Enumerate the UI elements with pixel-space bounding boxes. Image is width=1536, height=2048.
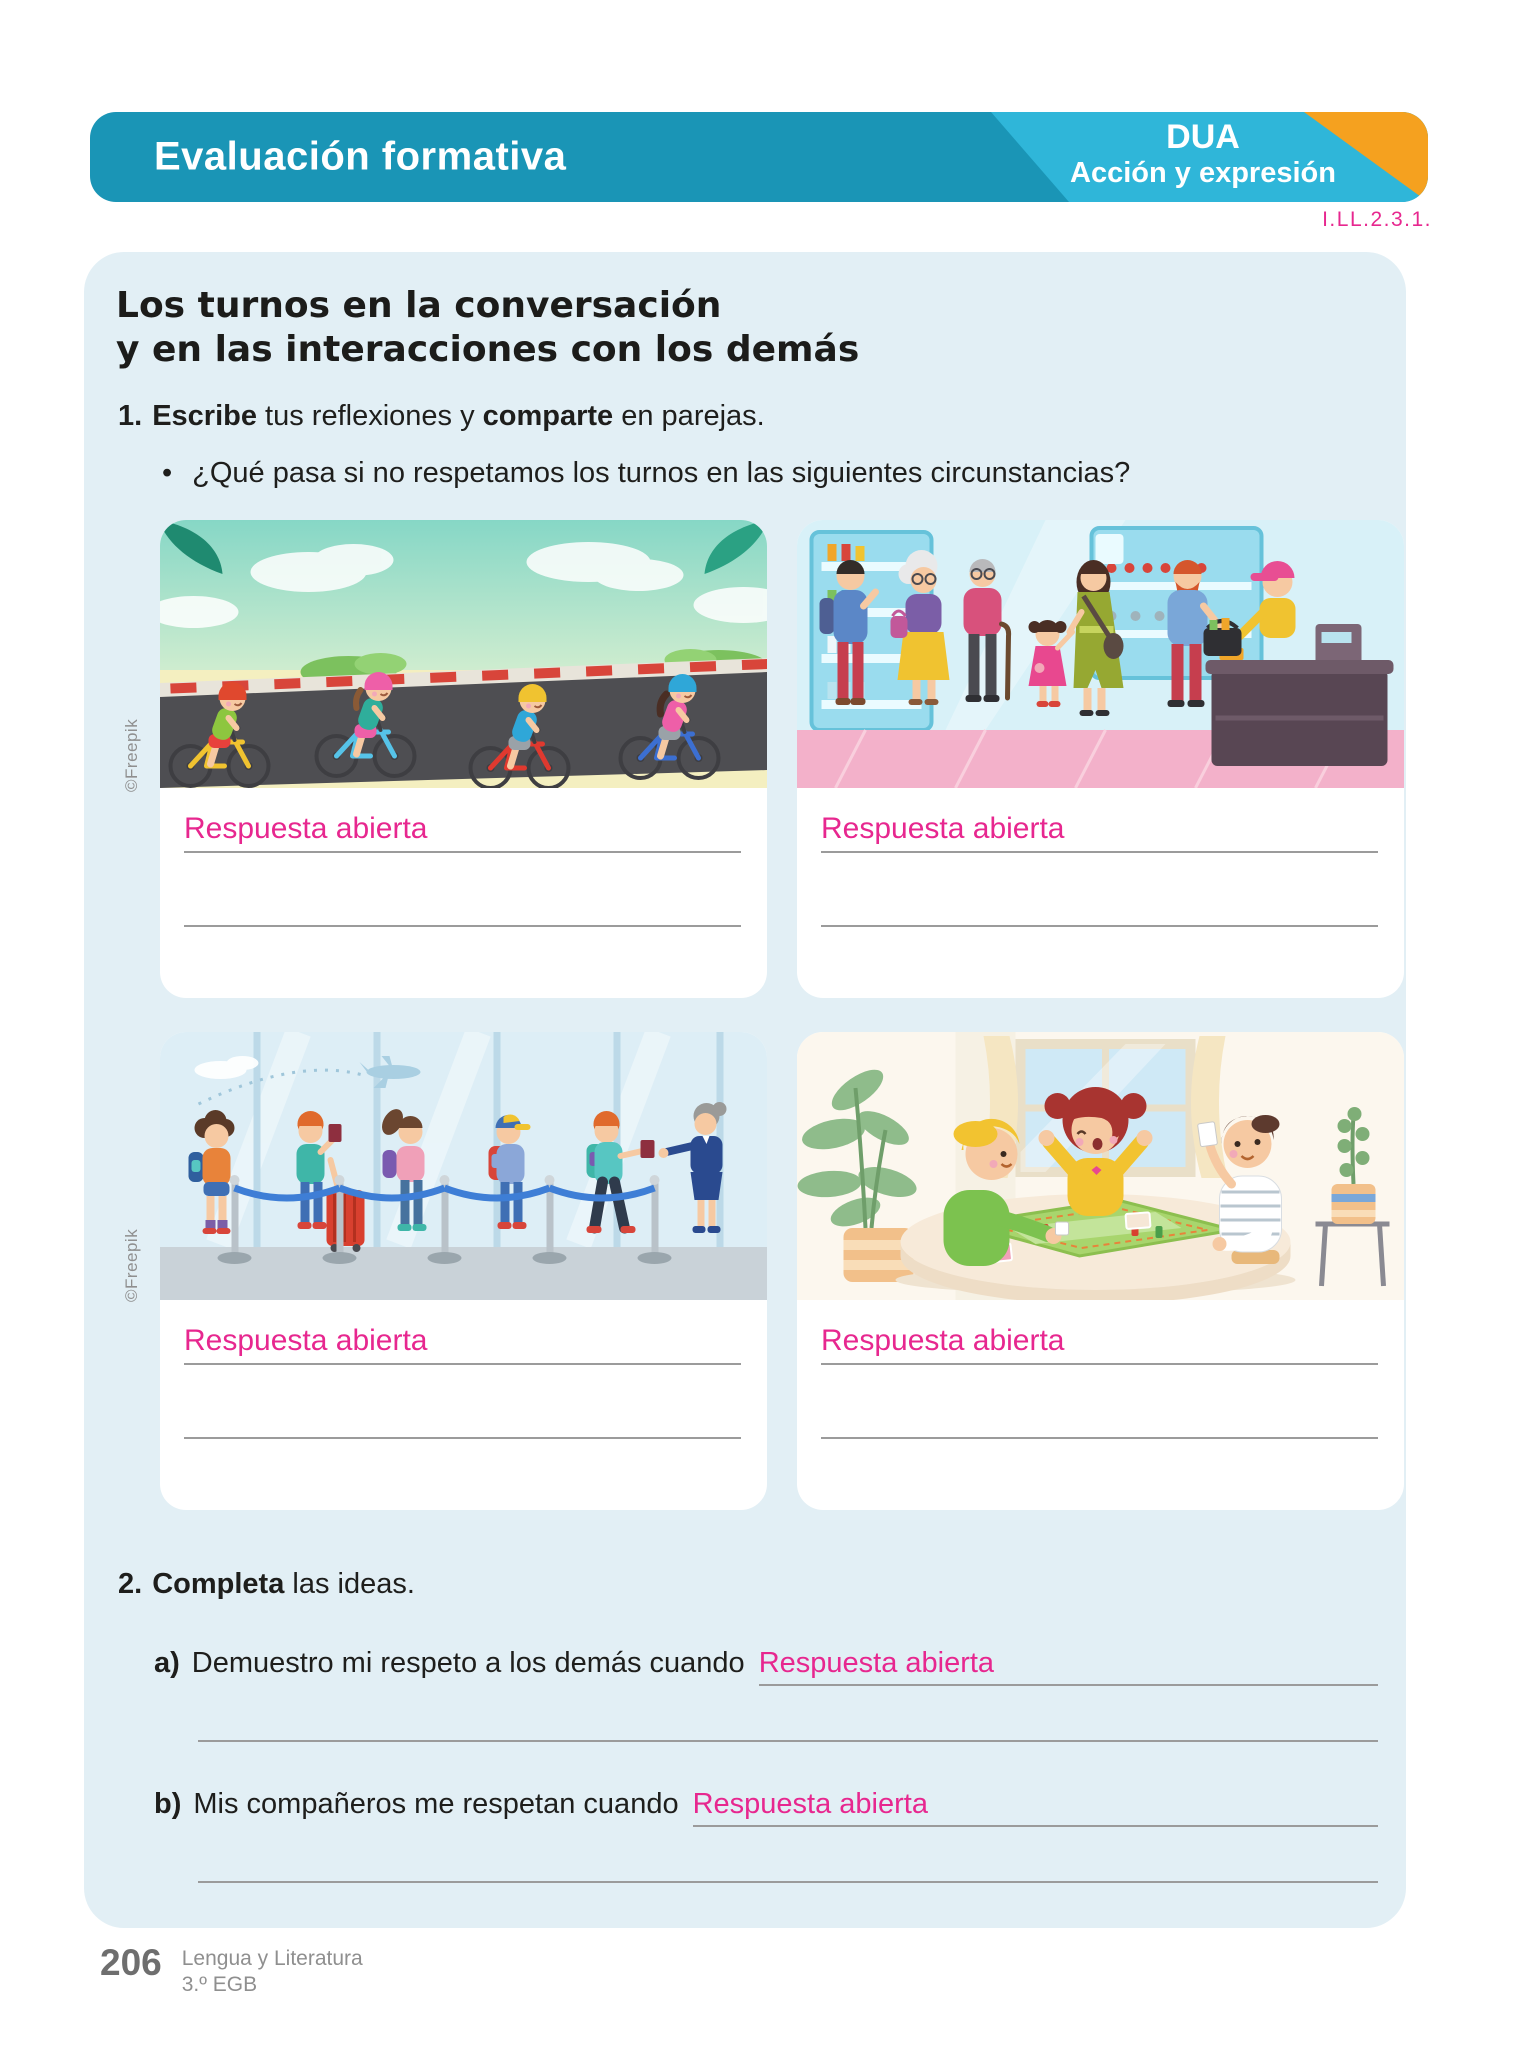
answer-blank-line bbox=[184, 1324, 741, 1365]
fill-item-a bbox=[154, 1647, 1378, 1686]
writing-line bbox=[198, 1738, 1378, 1742]
title-line-2: y en las interacciones con los demás bbox=[116, 328, 860, 370]
item-b-letter: b) bbox=[154, 1787, 182, 1820]
question-2-number: 2. bbox=[118, 1567, 143, 1600]
page-footer bbox=[100, 1944, 363, 1997]
page-title bbox=[116, 284, 1346, 372]
image-credit-freepik: ©Freepik bbox=[122, 1228, 141, 1302]
card-board-game bbox=[797, 1032, 1404, 1510]
writing-line bbox=[198, 1879, 1378, 1883]
writing-line bbox=[184, 1365, 741, 1439]
bullet-icon: • bbox=[162, 456, 173, 489]
item-b-text: Mis compañeros me respetan cuando bbox=[193, 1787, 679, 1820]
title-line-1: Los turnos en la conversación bbox=[116, 285, 722, 326]
curriculum-standard-code: I.LL.2.3.1. bbox=[1322, 208, 1432, 231]
question-1-verb: Escribe bbox=[152, 399, 257, 432]
item-a-answer-blank: Respuesta abierta bbox=[759, 1647, 1378, 1686]
footer-grade: 3.º EGB bbox=[181, 1972, 258, 1996]
answer-label: Respuesta abierta bbox=[821, 1323, 1065, 1357]
item-a-text: Demuestro mi respeto a los demás cuando bbox=[191, 1646, 745, 1679]
question-2-verb: Completa bbox=[152, 1567, 285, 1600]
footer-book-info bbox=[182, 1946, 363, 1997]
question-1-end: en parejas. bbox=[613, 399, 765, 432]
section-label: Evaluación formativa bbox=[154, 134, 567, 179]
badge-title: DUA bbox=[1166, 118, 1240, 156]
writing-line bbox=[821, 1439, 1378, 1510]
card-kids-cycling bbox=[160, 520, 767, 998]
board-game-illustration bbox=[797, 1032, 1404, 1300]
scenario-cards bbox=[160, 520, 1406, 1510]
badge-subtitle: Acción y expresión bbox=[1070, 157, 1336, 190]
image-credit-freepik: ©Freepik bbox=[122, 718, 141, 792]
writing-line bbox=[821, 853, 1378, 927]
card-airport-queue bbox=[160, 1032, 767, 1510]
question-2-end: las ideas. bbox=[284, 1567, 415, 1600]
question-1-middle: tus reflexiones y bbox=[256, 399, 483, 432]
writing-line bbox=[821, 927, 1378, 998]
question-1-verb2: comparte bbox=[482, 399, 614, 432]
answer-blank-line bbox=[821, 1324, 1378, 1365]
footer-subject: Lengua y Literatura bbox=[181, 1947, 363, 1970]
item-b-answer-blank: Respuesta abierta bbox=[693, 1788, 1378, 1827]
answer-label: Respuesta abierta bbox=[184, 1323, 428, 1357]
writing-line bbox=[184, 1439, 741, 1510]
answer-blank-line bbox=[821, 812, 1378, 853]
question-2 bbox=[118, 1568, 1366, 1601]
question-1-bullet bbox=[162, 457, 1366, 490]
kids-cycling-illustration bbox=[160, 520, 767, 788]
fill-item-b bbox=[154, 1788, 1378, 1827]
card-supermarket-queue bbox=[797, 520, 1404, 998]
header-banner bbox=[90, 112, 1428, 202]
answer-label: Respuesta abierta bbox=[821, 811, 1065, 845]
question-1-number: 1. bbox=[118, 399, 143, 432]
item-a-letter: a) bbox=[154, 1646, 180, 1679]
answer-blank-line bbox=[184, 812, 741, 853]
writing-line bbox=[184, 927, 741, 998]
airport-queue-illustration bbox=[160, 1032, 767, 1300]
writing-line bbox=[821, 1365, 1378, 1439]
page-number: 206 bbox=[100, 1942, 162, 1983]
question-1 bbox=[118, 400, 1366, 433]
dua-badge bbox=[1003, 118, 1403, 190]
bullet-text: ¿Qué pasa si no respetamos los turnos en las siguientes circunstancias? bbox=[192, 456, 1131, 489]
writing-line bbox=[184, 853, 741, 927]
answer-label: Respuesta abierta bbox=[184, 811, 428, 845]
worksheet-panel bbox=[84, 252, 1406, 1928]
supermarket-queue-illustration bbox=[797, 520, 1404, 788]
